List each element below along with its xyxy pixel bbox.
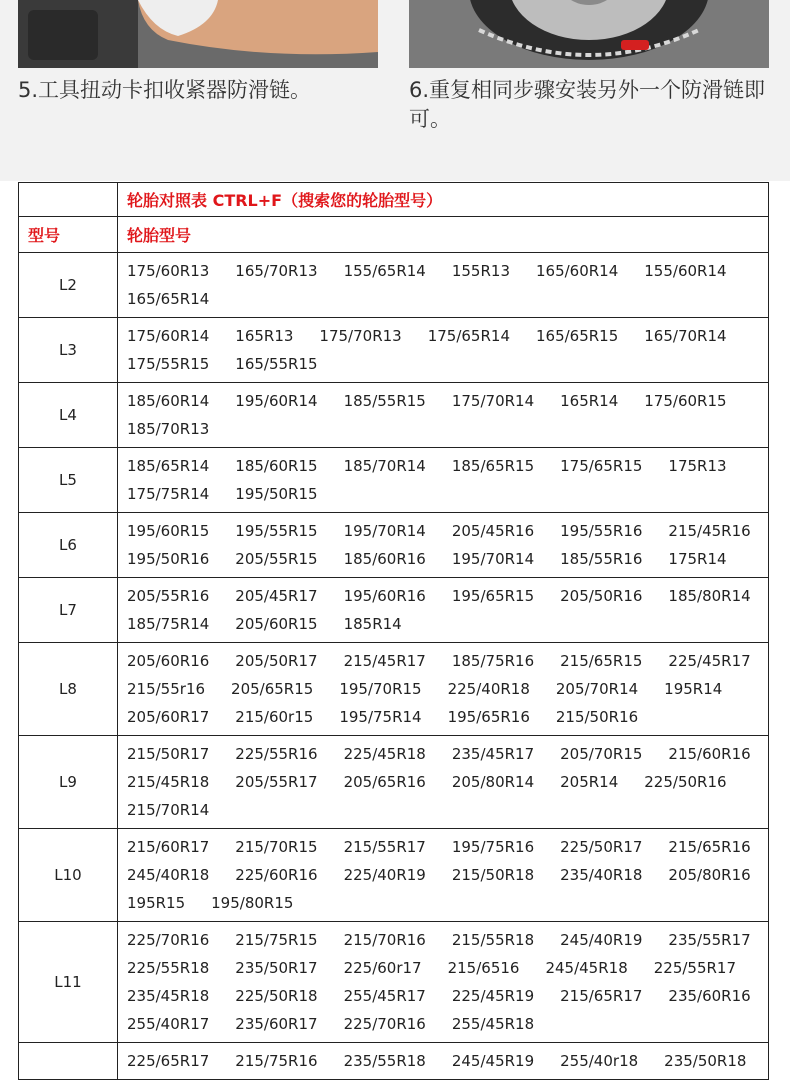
tire-size: 215/55r16 — [127, 680, 206, 698]
tire-size: 165/70R14 — [644, 327, 727, 345]
tire-size: 195/70R14 — [451, 550, 535, 568]
tire-size: 195/65R15 — [451, 587, 535, 605]
table-title: 轮胎对照表 CTRL+F（搜索您的轮胎型号） — [118, 183, 769, 217]
table-row — [19, 736, 769, 829]
tire-sizes-cell — [118, 448, 769, 513]
model-cell: L10 — [19, 829, 118, 922]
tire-size: 175/70R14 — [451, 392, 535, 410]
hand-twisting-tensioner-photo — [18, 0, 378, 68]
tire-size: 165/55R15 — [235, 355, 318, 373]
tire-size-list — [127, 322, 762, 378]
tire-size: 175/65R15 — [560, 457, 643, 475]
tire-size: 195/65R16 — [447, 708, 530, 726]
tire-size: 195/55R16 — [560, 522, 643, 540]
tire-size: 175/70R13 — [319, 327, 402, 345]
tire-size: 235/45R17 — [451, 745, 535, 763]
tire-size: 195R15 — [127, 894, 186, 912]
tire-size: 215/45R18 — [127, 773, 210, 791]
tire-size: 255/40R17 — [127, 1015, 210, 1033]
tire-size-list — [127, 647, 762, 731]
model-cell: L2 — [19, 253, 118, 318]
tire-size: 255/40r18 — [560, 1052, 639, 1070]
tire-size: 235/55R18 — [343, 1052, 426, 1070]
tire-size: 195/50R15 — [235, 485, 318, 503]
tire-size: 165R13 — [235, 327, 294, 345]
tire-size-list — [127, 257, 762, 313]
tire-size: 205/45R16 — [451, 522, 535, 540]
tire-size: 185R14 — [343, 615, 402, 633]
tire-size: 215/45R16 — [668, 522, 751, 540]
step-5-caption: 5.工具扭动卡扣收紧器防滑链。 — [18, 78, 312, 102]
model-cell: L9 — [19, 736, 118, 829]
tire-size: 195/55R15 — [235, 522, 318, 540]
tire-size: 205/55R15 — [235, 550, 318, 568]
tire-size: 165R14 — [560, 392, 619, 410]
tire-size: 205/70R14 — [555, 680, 639, 698]
tire-sizes-cell — [118, 383, 769, 448]
tire-size: 215/55R18 — [451, 931, 535, 949]
tire-size: 185/55R16 — [560, 550, 643, 568]
tire-size: 205/65R16 — [343, 773, 426, 791]
tire-size: 185/70R13 — [127, 420, 210, 438]
table-row — [19, 253, 769, 318]
wheel-chain-photo-illustration — [409, 0, 769, 68]
model-cell: L4 — [19, 383, 118, 448]
tire-size: 155/65R14 — [343, 262, 426, 280]
tire-size: 185/75R14 — [127, 615, 210, 633]
tire-size: 215/6516 — [447, 959, 520, 977]
tire-size: 215/70R15 — [235, 838, 318, 856]
tire-size: 175/60R13 — [127, 262, 210, 280]
tire-size: 215/75R16 — [235, 1052, 318, 1070]
column-header-tire-sizes: 轮胎型号 — [118, 217, 769, 253]
model-cell — [19, 1043, 118, 1080]
tire-size-list — [127, 517, 762, 573]
table-title-row — [19, 183, 769, 217]
tire-sizes-cell — [118, 578, 769, 643]
tire-size: 195/75R16 — [451, 838, 535, 856]
tire-size-list — [127, 833, 762, 917]
tire-size: 205/55R17 — [235, 773, 318, 791]
tire-size: 195/60R14 — [235, 392, 318, 410]
tire-size: 215/60R16 — [668, 745, 751, 763]
tire-size: 185/75R16 — [451, 652, 535, 670]
tire-size-list — [127, 926, 762, 1038]
tire-size: 225/60R16 — [235, 866, 318, 884]
tire-sizes-cell — [118, 643, 769, 736]
tire-size: 205/80R16 — [668, 866, 751, 884]
tire-size: 225/70R16 — [343, 1015, 426, 1033]
tire-size: 245/45R18 — [545, 959, 628, 977]
tire-size: 225/60r17 — [343, 959, 422, 977]
tire-size: 175/55R15 — [127, 355, 210, 373]
table-row — [19, 829, 769, 922]
tire-size: 235/40R18 — [560, 866, 643, 884]
tire-size: 205/70R15 — [560, 745, 643, 763]
tire-size-table — [18, 182, 769, 1080]
tire-size: 215/65R15 — [560, 652, 643, 670]
tire-size: 195/60R15 — [127, 522, 210, 540]
tire-size: 175/65R14 — [427, 327, 510, 345]
tire-size: 225/45R19 — [451, 987, 535, 1005]
tire-size: 225/40R19 — [343, 866, 426, 884]
tire-size: 175R14 — [668, 550, 727, 568]
tire-size: 195/50R16 — [127, 550, 210, 568]
tire-size: 225/50R16 — [644, 773, 727, 791]
tire-size: 225/45R17 — [668, 652, 751, 670]
tire-size: 215/75R15 — [235, 931, 318, 949]
tire-sizes-cell — [118, 829, 769, 922]
tire-size: 215/50R18 — [451, 866, 535, 884]
tire-size: 205/50R17 — [235, 652, 318, 670]
tire-size: 175R13 — [668, 457, 727, 475]
tire-size: 175/60R14 — [127, 327, 210, 345]
tire-size: 235/45R18 — [127, 987, 210, 1005]
tire-size: 235/60R17 — [235, 1015, 318, 1033]
tire-size: 215/60r15 — [235, 708, 314, 726]
tire-size: 185/70R14 — [343, 457, 426, 475]
tire-size: 235/60R16 — [668, 987, 751, 1005]
model-cell: L8 — [19, 643, 118, 736]
tire-sizes-cell — [118, 253, 769, 318]
tire-size: 175/75R14 — [127, 485, 210, 503]
tire-size: 195/75R14 — [339, 708, 422, 726]
tire-size: 175/60R15 — [644, 392, 727, 410]
tire-size: 205/60R15 — [235, 615, 318, 633]
tire-size: 225/65R17 — [127, 1052, 210, 1070]
tire-size: 185/65R15 — [451, 457, 535, 475]
tire-sizes-cell — [118, 736, 769, 829]
tire-size: 225/50R18 — [235, 987, 318, 1005]
model-cell: L11 — [19, 922, 118, 1043]
model-cell: L5 — [19, 448, 118, 513]
tire-sizes-cell — [118, 1043, 769, 1080]
column-header-model: 型号 — [19, 217, 118, 253]
tire-size: 185/60R15 — [235, 457, 318, 475]
tire-size: 205/50R16 — [560, 587, 643, 605]
instruction-steps-section — [0, 0, 790, 181]
tire-size: 215/45R17 — [343, 652, 426, 670]
tire-sizes-cell — [118, 318, 769, 383]
tire-size: 185/60R16 — [343, 550, 426, 568]
model-cell: L7 — [19, 578, 118, 643]
tire-size: 215/70R16 — [343, 931, 426, 949]
tire-size: 225/55R17 — [653, 959, 737, 977]
tire-size: 255/45R18 — [451, 1015, 535, 1033]
tire-size: 215/60R17 — [127, 838, 210, 856]
model-cell: L3 — [19, 318, 118, 383]
model-cell: L6 — [19, 513, 118, 578]
chain-on-wheel-photo — [409, 0, 769, 68]
tire-size: 155R13 — [451, 262, 510, 280]
tire-size: 225/55R16 — [235, 745, 318, 763]
tire-size: 205/60R17 — [127, 708, 210, 726]
tire-size: 205/45R17 — [235, 587, 318, 605]
tire-size: 165/65R15 — [535, 327, 619, 345]
tire-size: 215/65R17 — [560, 987, 643, 1005]
table-row — [19, 578, 769, 643]
table-row — [19, 643, 769, 736]
table-header-row — [19, 217, 769, 253]
tire-size: 165/70R13 — [235, 262, 318, 280]
tire-size: 185/80R14 — [668, 587, 751, 605]
tire-size-list — [127, 387, 762, 443]
tire-size: 235/50R17 — [235, 959, 318, 977]
tire-size: 215/55R17 — [343, 838, 426, 856]
tire-size-list — [127, 452, 762, 508]
tire-size: 195/80R15 — [211, 894, 294, 912]
tire-size: 205R14 — [560, 773, 619, 791]
tire-sizes-cell — [118, 922, 769, 1043]
tire-size: 225/45R18 — [343, 745, 426, 763]
table-row — [19, 513, 769, 578]
table-row — [19, 448, 769, 513]
tire-size: 165/65R14 — [127, 290, 210, 308]
table-row — [19, 318, 769, 383]
tire-size: 245/40R19 — [560, 931, 643, 949]
tire-size-list — [127, 1047, 762, 1075]
tire-size: 215/50R17 — [127, 745, 210, 763]
tire-size: 215/65R16 — [668, 838, 751, 856]
tire-size: 215/50R16 — [555, 708, 639, 726]
tire-size: 235/50R18 — [664, 1052, 747, 1070]
step-6-caption: 6.重复相同步骤安装另外一个防滑链即可。 — [409, 78, 766, 131]
tire-size: 225/70R16 — [127, 931, 210, 949]
tire-size: 225/40R18 — [447, 680, 530, 698]
tire-size: 195R14 — [664, 680, 723, 698]
tire-size: 205/55R16 — [127, 587, 210, 605]
tire-size: 205/60R16 — [127, 652, 210, 670]
tire-size: 195/70R15 — [339, 680, 422, 698]
tire-size: 155/60R14 — [644, 262, 727, 280]
tire-size: 185/55R15 — [343, 392, 426, 410]
tire-size: 255/45R17 — [343, 987, 426, 1005]
tire-size: 225/55R18 — [127, 959, 210, 977]
tire-size: 215/70R14 — [127, 801, 210, 819]
tire-size: 205/65R15 — [231, 680, 314, 698]
tire-size: 195/70R14 — [343, 522, 426, 540]
tire-size-list — [127, 740, 762, 824]
tire-size: 245/40R18 — [127, 866, 210, 884]
table-row — [19, 922, 769, 1043]
table-row — [19, 1043, 769, 1080]
tire-size: 235/55R17 — [668, 931, 751, 949]
tire-size: 245/45R19 — [451, 1052, 535, 1070]
tire-size: 225/50R17 — [560, 838, 643, 856]
tire-size: 185/60R14 — [127, 392, 210, 410]
table-row — [19, 383, 769, 448]
tire-size: 205/80R14 — [451, 773, 535, 791]
tire-size: 165/60R14 — [535, 262, 619, 280]
tire-size-list — [127, 582, 762, 638]
tensioner-photo-illustration — [18, 0, 378, 68]
tire-size: 195/60R16 — [343, 587, 426, 605]
tire-size: 185/65R14 — [127, 457, 210, 475]
tire-sizes-cell — [118, 513, 769, 578]
table-title-blank-cell — [19, 183, 118, 217]
